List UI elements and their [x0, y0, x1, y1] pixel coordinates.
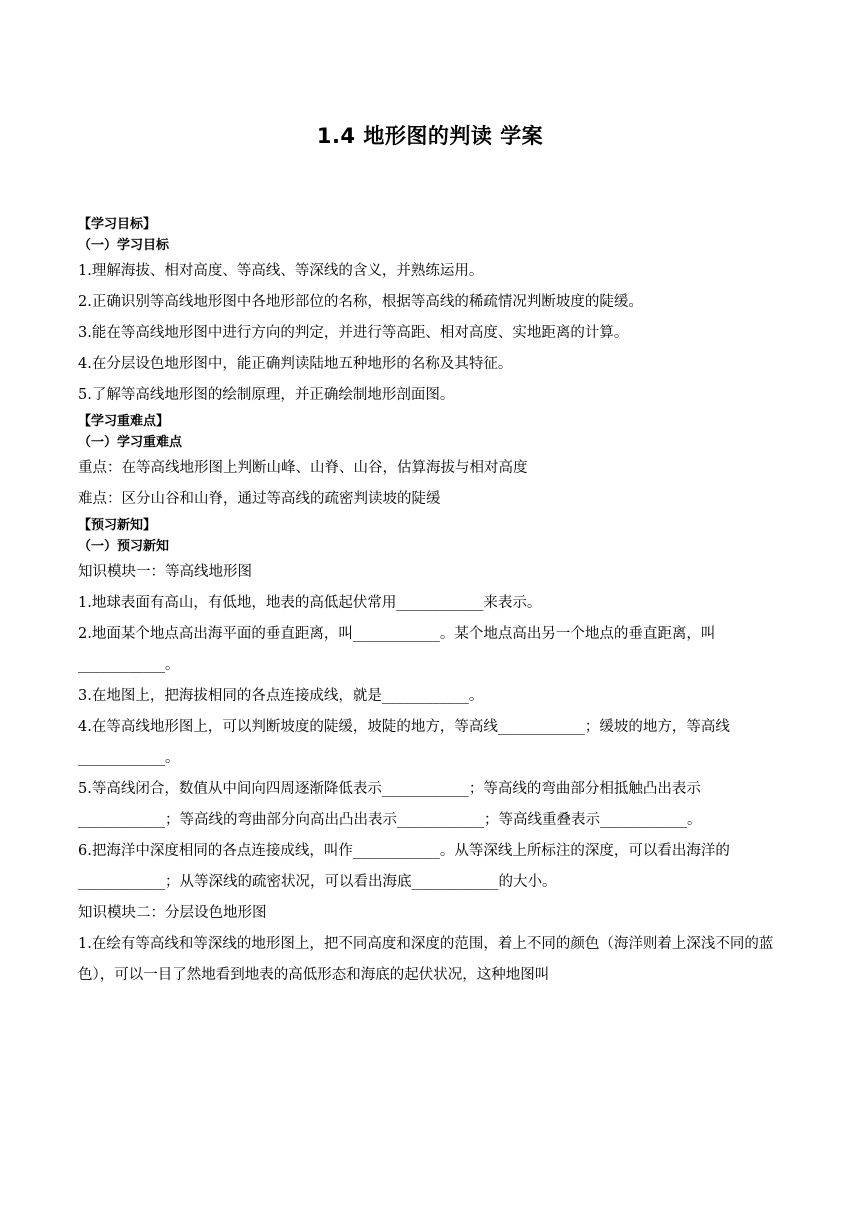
module1-question: 1.地球表面有高山，有低地，地表的高低起伏常用____________来表示。	[78, 595, 542, 611]
module2-title: 知识模块二：分层设色地形图	[78, 905, 267, 921]
page-title: 1.4 地形图的判读 学案	[316, 124, 544, 148]
objective-item: 4.在分层设色地形图中，能正确判读陆地五种地形的名称及其特征。	[78, 356, 513, 372]
key-points-subheading: （一）学习重难点	[78, 435, 183, 450]
key-points-heading: 【学习重难点】	[78, 414, 170, 429]
objectives-heading: 【学习目标】	[78, 217, 157, 232]
preview-subheading: （一）预习新知	[78, 539, 170, 554]
module1-question: 2.地面某个地点高出海平面的垂直距离，叫____________。某个地点高出另一个地点的垂直距离，叫____________。	[78, 626, 716, 673]
module1-question: 6.把海洋中深度相同的各点连接成线，叫作____________。从等深线上所标注的深度，可以看出海洋的____________；从等深线的疏密状况，可以看出海底____________的大小。	[78, 843, 730, 890]
objectives-subheading: （一）学习目标	[78, 238, 170, 253]
module1-question: 3.在地图上，把海拔相同的各点连接成线，就是____________。	[78, 688, 484, 704]
objective-item: 3.能在等高线地形图中进行方向的判定，并进行等高距、相对高度、实地距离的计算。	[78, 325, 629, 341]
key-point-item: 难点：区分山谷和山脊，通过等高线的疏密判读坡的陡缓	[78, 491, 441, 507]
document-body	[78, 214, 784, 991]
objective-item: 2.正确识别等高线地形图中各地形部位的名称，根据等高线的稀疏情况判断坡度的陡缓。	[78, 294, 643, 310]
module2-question: 1.在绘有等高线和等深线的地形图上，把不同高度和深度的范围，着上不同的颜色（海洋则着上深浅不同的蓝色），可以一目了然地看到地表的高低形态和海底的起伏状况，这种地图叫	[78, 936, 774, 983]
preview-heading: 【预习新知】	[78, 518, 157, 533]
module1-question: 5.等高线闭合，数值从中间向四周逐渐降低表示____________；等高线的弯曲部分相抵触凸出表示____________；等高线的弯曲部分向高出凸出表示____________；等高线重叠表示____________。	[78, 781, 702, 828]
key-point-item: 重点：在等高线地形图上判断山峰、山脊、山谷，估算海拔与相对高度	[78, 460, 528, 476]
module1-title: 知识模块一：等高线地形图	[78, 564, 252, 580]
objective-item: 1.理解海拔、相对高度、等高线、等深线的含义，并熟练运用。	[78, 263, 484, 279]
module1-question: 4.在等高线地形图上，可以判断坡度的陡缓，坡陡的地方，等高线____________；缓坡的地方，等高线____________。	[78, 719, 730, 766]
objective-item: 5.了解等高线地形图的绘制原理，并正确绘制地形剖面图。	[78, 387, 455, 403]
